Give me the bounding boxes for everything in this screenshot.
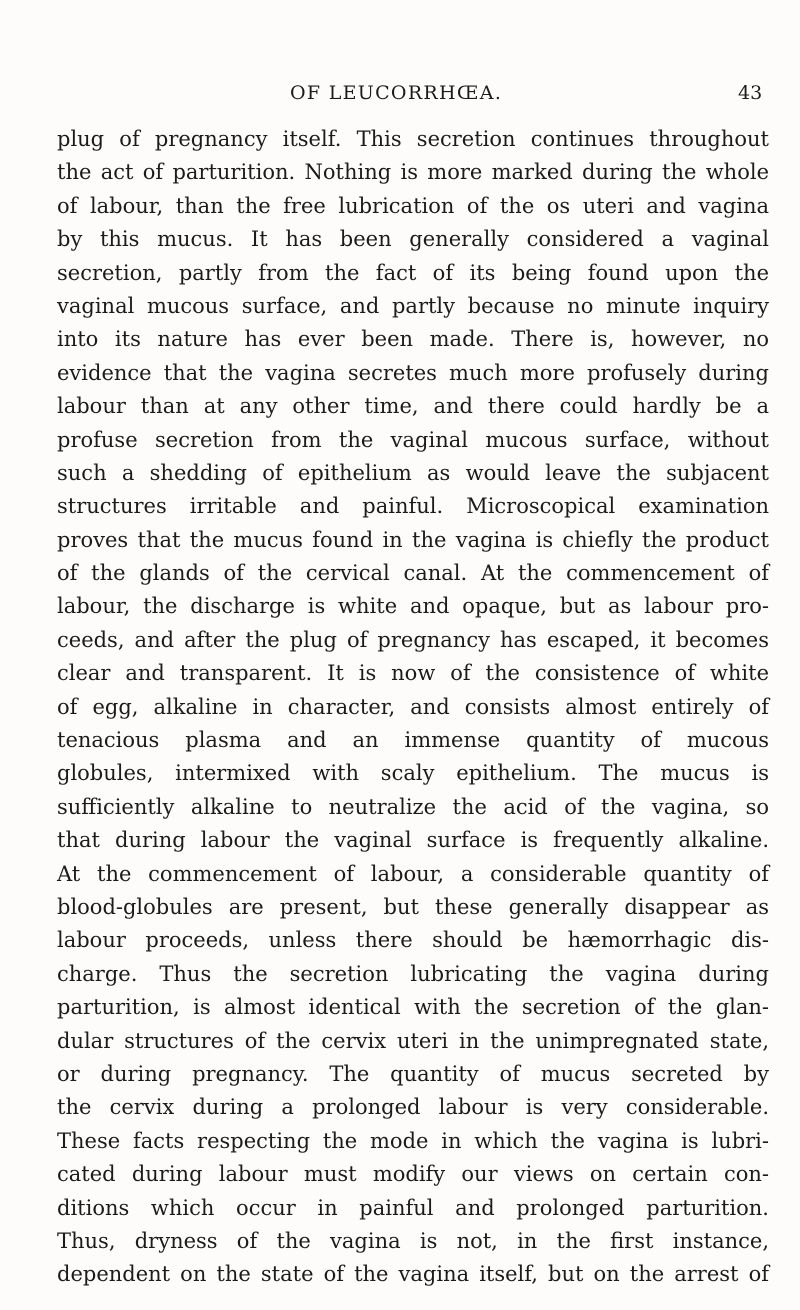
text-line: the act of parturition. Nothing is more marked during the whole <box>57 160 769 185</box>
text-line: dependent on the state of the vagina itself, but on the arrest of <box>57 1262 769 1287</box>
text-line: or during pregnancy. The quantity of mucus secreted by <box>57 1061 769 1086</box>
page-header <box>0 82 800 112</box>
text-line: of the glands of the cervical canal. At the commencement of <box>57 561 769 586</box>
text-line: At the commencement of labour, a considerable quantity of <box>57 861 769 886</box>
text-line: tenacious plasma and an immense quantity of mucous <box>57 728 769 753</box>
text-line: of egg, alkaline in character, and consists almost entirely of <box>57 694 769 719</box>
text-line: globules, intermixed with scaly epithelium. The mucus is <box>57 761 769 786</box>
running-title: OF LEUCORRHŒA. <box>290 82 503 104</box>
text-line: parturition, is almost identical with the secretion of the glan- <box>57 995 769 1020</box>
text-line: profuse secretion from the vaginal mucous surface, without <box>57 427 769 452</box>
text-line: by this mucus. It has been generally considered a vaginal <box>57 227 769 252</box>
text-line: cated during labour must modify our views on certain con- <box>57 1162 769 1187</box>
text-line: ceeds, and after the plug of pregnancy has escaped, it becomes <box>57 627 769 652</box>
text-line: Thus, dryness of the vagina is not, in the first instance, <box>57 1228 769 1253</box>
text-line: plug of pregnancy itself. This secretion continues throughout <box>57 127 769 151</box>
text-line: labour, the discharge is white and opaque, but as labour pro- <box>57 594 769 619</box>
text-line: sufficiently alkaline to neutralize the acid of the vagina, so <box>57 794 769 819</box>
body-text <box>57 123 769 1292</box>
text-line: the cervix during a prolonged labour is very considerable. <box>57 1095 769 1120</box>
text-line: clear and transparent. It is now of the consistence of white <box>57 661 769 686</box>
text-line: vaginal mucous surface, and partly because no minute inquiry <box>57 293 769 318</box>
page-number: 43 <box>738 82 763 104</box>
text-line: charge. Thus the secretion lubricating the vagina during <box>57 961 769 986</box>
text-line: secretion, partly from the fact of its being found upon the <box>57 260 769 285</box>
text-line: labour proceeds, unless there should be hæmorrhagic dis- <box>57 928 769 953</box>
text-line: These facts respecting the mode in which the vagina is lubri- <box>57 1128 769 1153</box>
text-line: dular structures of the cervix uteri in the unimpregnated state, <box>57 1028 769 1053</box>
text-line: of labour, than the free lubrication of the os uteri and vagina <box>57 193 769 218</box>
text-line: structures irritable and painful. Microscopical examination <box>57 494 769 519</box>
text-line: that during labour the vaginal surface is frequently alkaline. <box>57 828 769 853</box>
text-line: proves that the mucus found in the vagina is chiefly the product <box>57 527 769 552</box>
text-line: ditions which occur in painful and prolonged parturition. <box>57 1195 769 1220</box>
text-line: blood-globules are present, but these generally disappear as <box>57 894 769 919</box>
text-line: such a shedding of epithelium as would leave the subjacent <box>57 460 769 485</box>
text-line: labour than at any other time, and there could hardly be a <box>57 394 769 419</box>
text-line: evidence that the vagina secretes much more profusely during <box>57 360 769 385</box>
text-line: into its nature has ever been made. There is, however, no <box>57 327 769 352</box>
